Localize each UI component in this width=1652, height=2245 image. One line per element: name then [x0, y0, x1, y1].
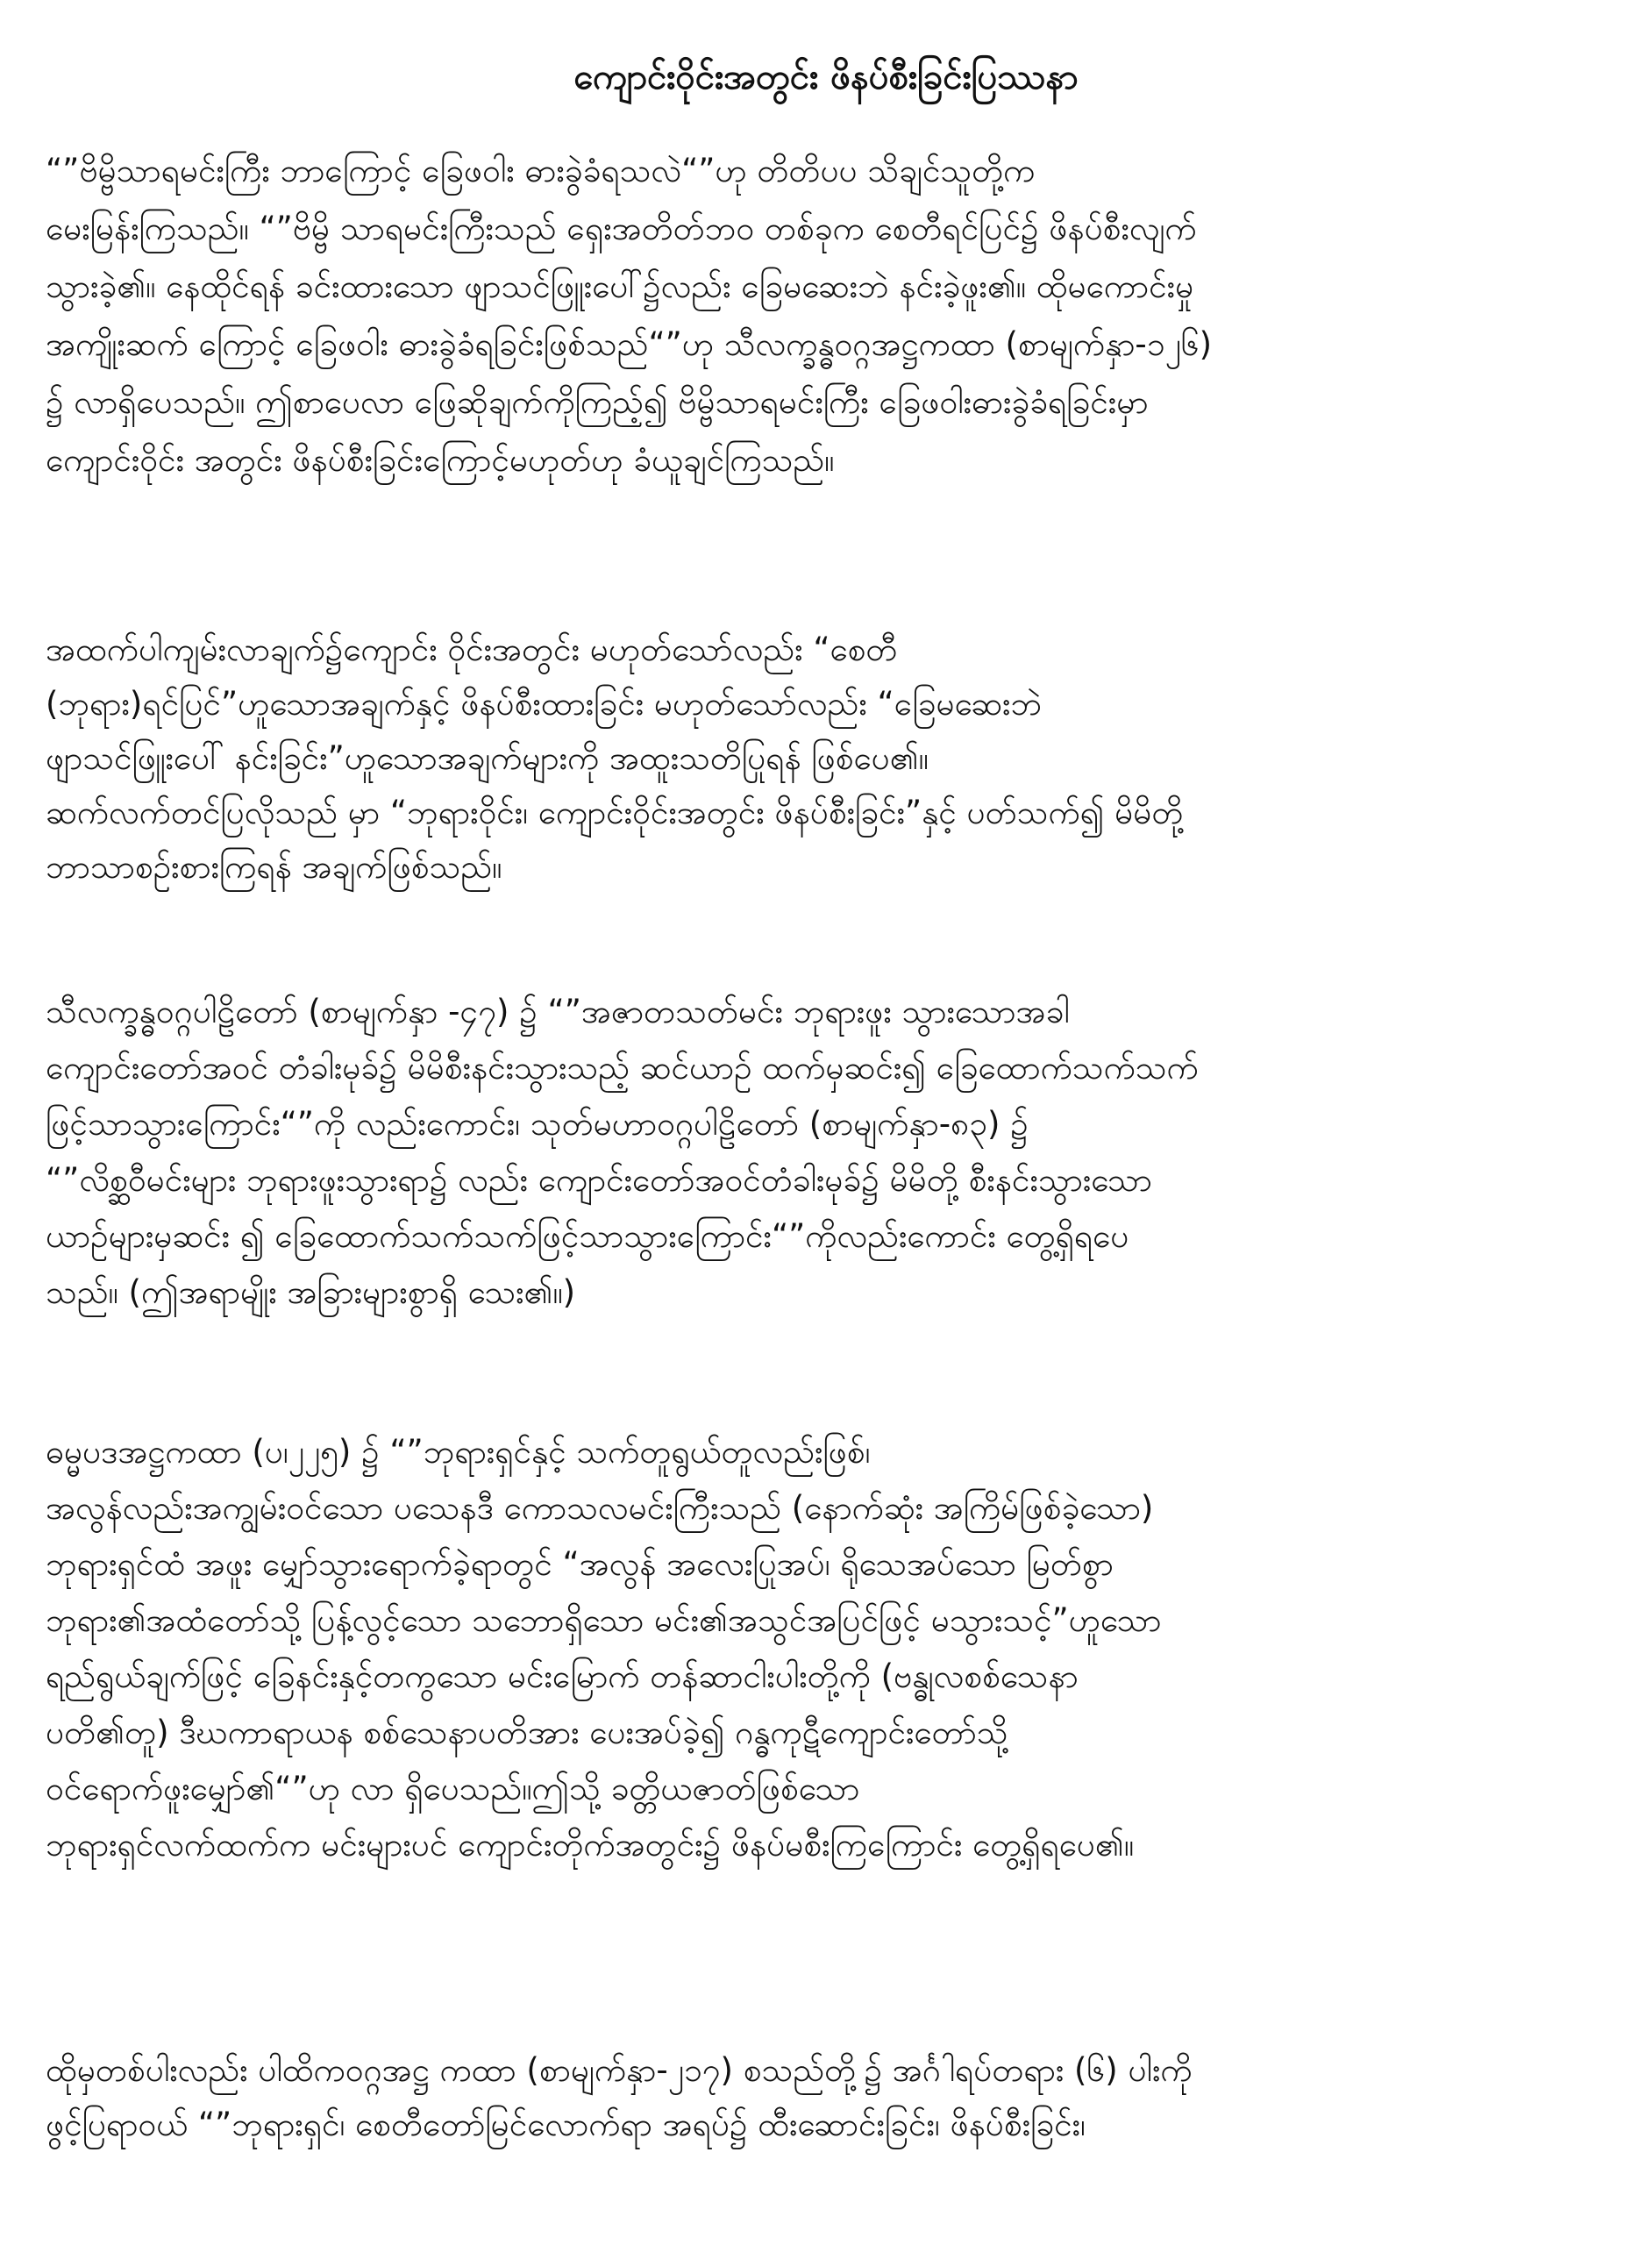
text-line: ဝင်ရောက်ဖူးမျှော်၏“”ဟု လာ ရှိပေသည်။ဤသို့ ခတ္တိယဇာတ်ဖြစ်သော	[46, 1770, 860, 1807]
text-line: သည်။ (ဤအရာမျိုး အခြားများစွာရှိ သေး၏။)	[46, 1273, 576, 1311]
text-line: အလွန်လည်းအကျွမ်းဝင်သော ပသေနဒီ ကောသလမင်းကြီးသည် (နောက်ဆုံး အကြိမ်ဖြစ်ခဲ့သော)	[46, 1489, 1154, 1527]
text-line: ဖွင့်ပြရာဝယ် “”ဘုရားရှင်၊ စေတီတော်မြင်လောက်ရာ အရပ်၌ ထီးဆောင်းခြင်း၊ ဖိနပ်စီးခြင်း၊	[46, 2106, 1086, 2143]
text-line: ဆက်လက်တင်ပြလိုသည် မှာ “ဘုရားဝိုင်း၊ ကျောင်းဝိုင်းအတွင်း ဖိနပ်စီးခြင်း”နှင့် ပတ်သက်၍ မိမိတို့	[46, 794, 1184, 831]
paragraph-1	[46, 142, 1615, 489]
text-line: ဘုရား၏အထံတော်သို့ ပြန့်လွင့်သော သဘောရှိသော မင်း၏အသွင်အပြင်ဖြင့် မသွားသင့်”ဟူသော	[46, 1601, 1162, 1639]
text-line: ကျောင်းတော်အဝင် တံခါးမုခ်၌ မိမိစီးနင်းသွားသည့် ဆင်ယာဉ် ထက်မှဆင်း၍ ခြေထောက်သက်သက်	[46, 1049, 1199, 1087]
document-title: ကျောင်းဝိုင်းအတွင်း ဖိနပ်စီးခြင်းပြဿနာ	[573, 57, 1079, 97]
text-line: “”ဗိမ္ဗိသာရမင်းကြီး ဘာကြောင့် ခြေဖဝါး ဓားခွဲခံရသလဲ“”ဟု တိတိပပ သိချင်သူတို့က	[46, 152, 1036, 189]
text-line: ဘာသာစဉ်းစားကြရန် အချက်ဖြစ်သည်။	[46, 848, 502, 886]
text-line: ဘုရားရှင်လက်ထက်က မင်းများပင် ကျောင်းတိုက်အတွင်း၌ ဖိနပ်မစီးကြကြောင်း တွေ့ရှိရပေ၏။	[46, 1826, 1135, 1864]
text-line: ဓမ္မပဒအဋ္ဌကထာ (ပ၊၂၂၅) ၌ “”ဘုရားရှင်နှင့် သက်တူရွယ်တူလည်းဖြစ်၊	[46, 1433, 871, 1471]
text-line: သီလက္ခန္ဓဝဂ္ဂပါဠိတော် (စာမျက်နှာ -၄၇) ၌ “”အဇာတသတ်မင်း ဘုရားဖူး သွားသောအခါ	[46, 993, 1070, 1030]
paragraph-2	[46, 623, 1615, 894]
text-line: ရည်ရွယ်ချက်ဖြင့် ခြေနင်းနှင့်တကွသော မင်းမြောက် တန်ဆာငါးပါးတို့ကို (ဗန္ဓုလစစ်သေနာ	[46, 1657, 1079, 1695]
text-line: “”လိစ္ဆဝီမင်းများ ဘုရားဖူးသွားရာ၌ လည်း ကျောင်းတော်အဝင်တံခါးမုခ်၌ မိမိတို့ စီးနင်းသွားသော	[46, 1161, 1152, 1199]
text-line: ၌ လာရှိပေသည်။ ဤစာပေလာ ဖြေဆိုချက်ကိုကြည့်၍ ဗိမ္ဗိသာရမင်းကြီး ခြေဖဝါးဓားခွဲခံရခြင်းမှာ	[46, 383, 1149, 421]
text-line: သွားခဲ့၏။ နေထိုင်ရန် ခင်းထားသော ဖျာသင်ဖြူးပေါ်၌လည်း ခြေမဆေးဘဲ နင်းခဲ့ဖူး၏။ ထိုမကောင်းမှု	[46, 267, 1194, 305]
text-line: ဖြင့်သာသွားကြောင်း“”ကို လည်းကောင်း၊ သုတ်မဟာဝဂ္ဂပါဠိတော် (စာမျက်နှာ-၈၃) ၌	[46, 1105, 1029, 1143]
text-line: (ဘုရား)ရင်ပြင်”ဟူသောအချက်နှင့် ဖိနပ်စီးထားခြင်း မဟုတ်သော်လည်း “ခြေမဆေးဘဲ	[46, 685, 1043, 723]
paragraph-5	[46, 2043, 1615, 2152]
paragraph-3	[46, 984, 1615, 1321]
text-line: မေးမြန်းကြသည်။ “”ဗိမ္ဗိ သာရမင်းကြီးသည် ရှေးအတိတ်ဘဝ တစ်ခုက စေတီရင်ပြင်၌ ဖိနပ်စီးလျက်	[46, 210, 1197, 247]
text-line: ပတိ၏တူ) ဒီဃကာရာယန စစ်သေနာပတိအား ပေးအပ်ခဲ့၍ ဂန္ဓကုဋီကျောင်းတော်သို့	[46, 1714, 1008, 1751]
text-line: အထက်ပါကျမ်းလာချက်၌ကျောင်း ဝိုင်းအတွင်း မဟုတ်သော်လည်း “စေတီ	[46, 631, 898, 668]
text-line: ကျောင်းဝိုင်း အတွင်း ဖိနပ်စီးခြင်းကြောင့်မဟုတ်ဟု ခံယူချင်ကြသည်။	[46, 441, 835, 479]
text-line: ယာဉ်များမှဆင်း ၍ ခြေထောက်သက်သက်ဖြင့်သာသွားကြောင်း“”ကိုလည်းကောင်း တွေ့ရှိရပေ	[46, 1217, 1129, 1255]
text-line: ဘုရားရှင်ထံ အဖူး မျှော်သွားရောက်ခဲ့ရာတွင် “အလွန် အလေးပြုအပ်၊ ရိုသေအပ်သော မြတ်စွာ	[46, 1545, 1114, 1583]
text-line: ထိုမှတစ်ပါးလည်း ပါထိကဝဂ္ဂအဋ္ဌ ကထာ (စာမျက်နှာ-၂၁၇) စသည်တို့၌ အင်္ဂါရပ်တရား (၆) ပါးကို	[46, 2051, 1193, 2089]
text-line: အကျိုးဆက် ကြောင့် ခြေဖဝါး ဓားခွဲခံရခြင်းဖြစ်သည်“”ဟု သီလက္ခန္ဓဝဂ္ဂအဋ္ဌကထာ (စာမျက်နှာ-၁၂၆)	[46, 325, 1213, 363]
paragraph-4	[46, 1424, 1615, 1873]
text-line: ဖျာသင်ဖြူးပေါ် နင်းခြင်း”ဟူသောအချက်များကို အထူးသတိပြုရန် ဖြစ်ပေ၏။	[46, 739, 929, 777]
